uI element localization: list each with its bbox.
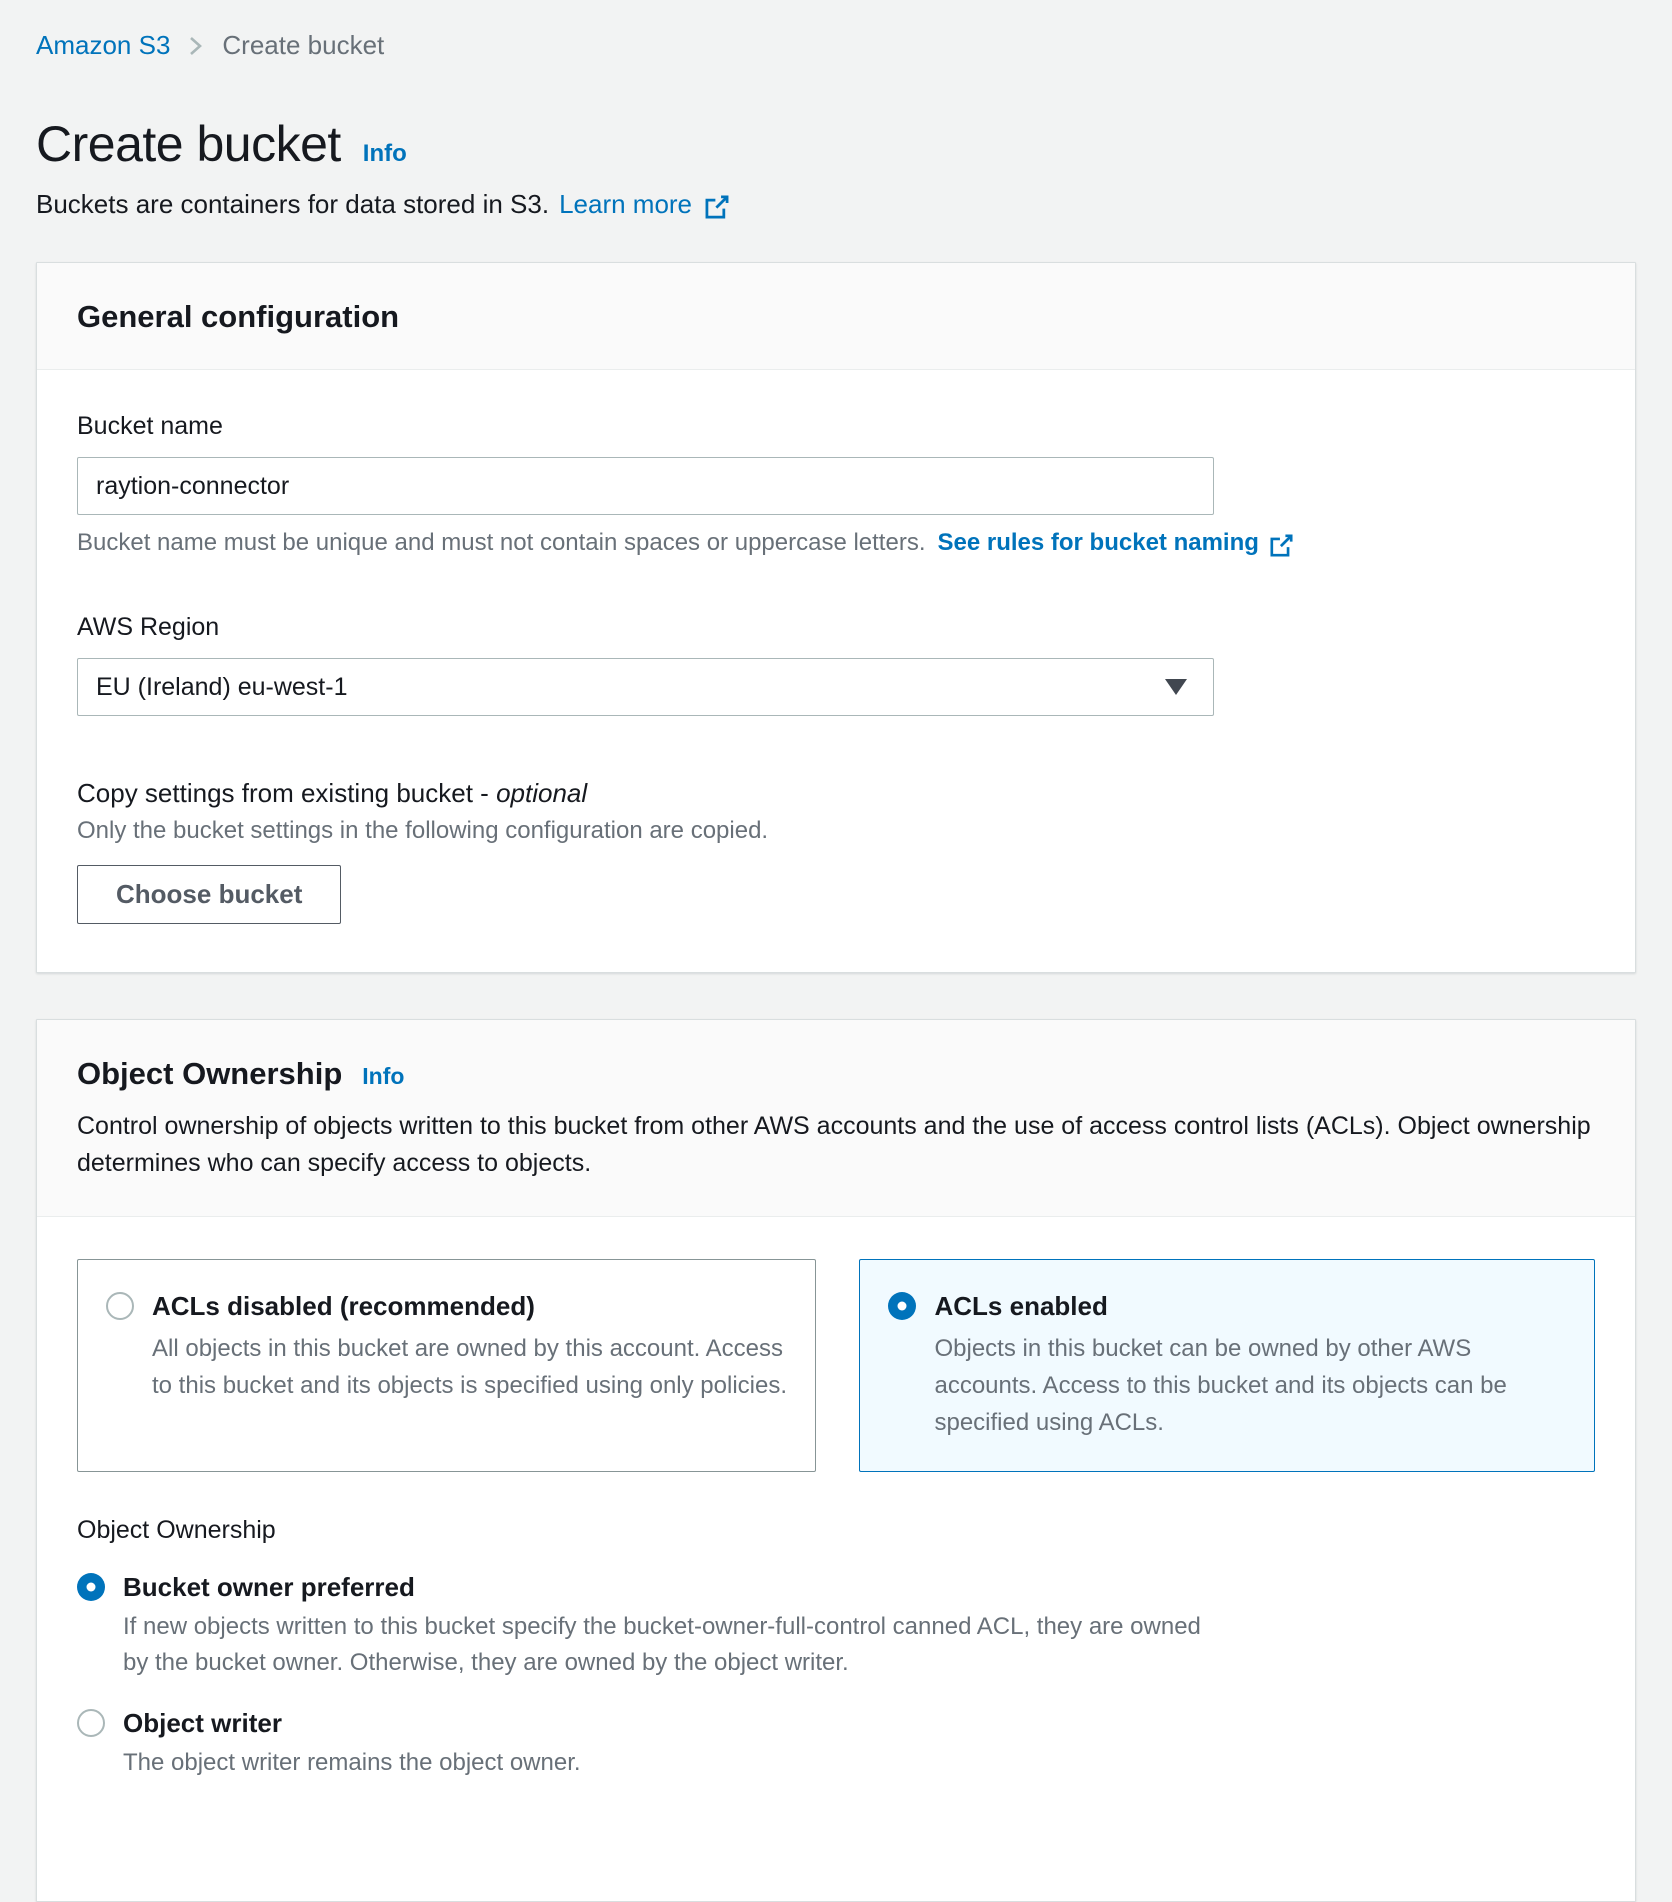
external-link-icon xyxy=(704,194,730,220)
acls-enabled-radio[interactable] xyxy=(888,1292,916,1320)
learn-more-link[interactable]: Learn more xyxy=(559,189,693,219)
page-title: Create bucket xyxy=(36,116,341,172)
choose-bucket-button[interactable]: Choose bucket xyxy=(77,865,341,924)
page-subtitle-text: Buckets are containers for data stored in S3. xyxy=(36,189,550,219)
general-configuration-title: General configuration xyxy=(77,299,400,334)
object-writer-description: The object writer remains the object owner. xyxy=(123,1749,581,1776)
copy-settings-optional-label: optional xyxy=(496,778,588,808)
general-configuration-header xyxy=(37,263,1635,370)
acls-enabled-card[interactable] xyxy=(859,1259,1595,1472)
bucket-name-field xyxy=(77,412,1595,557)
copy-settings-label: Copy settings from existing bucket - xyxy=(77,778,489,808)
bucket-name-helper-text: Bucket name must be unique and must not contain spaces or uppercase letters. xyxy=(77,529,926,556)
bucket-naming-rules-link[interactable]: See rules for bucket naming xyxy=(937,529,1259,556)
acls-disabled-radio[interactable] xyxy=(106,1292,134,1320)
bucket-owner-preferred-title: Bucket owner preferred xyxy=(123,1572,415,1602)
breadcrumb-current: Create bucket xyxy=(222,30,385,60)
bucket-name-label: Bucket name xyxy=(77,412,223,440)
breadcrumb xyxy=(36,30,1636,61)
general-configuration-panel xyxy=(36,262,1636,973)
bucket-name-input[interactable] xyxy=(77,457,1214,515)
object-ownership-panel xyxy=(36,1019,1636,1902)
acls-disabled-card[interactable] xyxy=(77,1259,816,1472)
page-subtitle xyxy=(36,189,1636,220)
object-ownership-body xyxy=(37,1217,1635,1901)
bucket-owner-preferred-option[interactable] xyxy=(77,1571,1595,1681)
object-writer-title: Object writer xyxy=(123,1708,282,1738)
page-header xyxy=(36,115,1636,220)
acls-enabled-description: Objects in this bucket can be owned by other AWS accounts. Access to this bucket and its objects can be specified using ACLs. xyxy=(934,1335,1507,1436)
bucket-owner-preferred-description: If new objects written to this bucket specify the bucket-owner-full-control canned ACL, they are owned by the bucket owner. Otherwise, they are owned by the object writer. xyxy=(123,1613,1201,1676)
acls-disabled-description: All objects in this bucket are owned by this account. Access to this bucket and its objects is specified using only policies. xyxy=(152,1335,788,1399)
aws-region-selected-value: EU (Ireland) eu-west-1 xyxy=(96,672,348,701)
aws-region-select[interactable] xyxy=(77,658,1214,716)
acls-enabled-title: ACLs enabled xyxy=(934,1291,1108,1321)
page-title-info-link[interactable]: Info xyxy=(362,140,407,167)
object-writer-option[interactable] xyxy=(77,1707,1595,1781)
object-ownership-header xyxy=(37,1020,1635,1217)
external-link-icon xyxy=(1269,533,1294,558)
breadcrumb-amazon-s3-link[interactable]: Amazon S3 xyxy=(36,30,171,60)
aws-region-field xyxy=(77,613,1595,716)
breadcrumb-chevron-icon xyxy=(188,32,204,60)
acls-disabled-title: ACLs disabled (recommended) xyxy=(152,1291,535,1321)
chevron-down-icon xyxy=(1165,679,1187,695)
aws-region-label: AWS Region xyxy=(77,613,220,641)
object-ownership-group-label: Object Ownership xyxy=(77,1516,276,1544)
bucket-owner-preferred-radio[interactable] xyxy=(77,1573,105,1601)
general-configuration-body xyxy=(37,370,1635,972)
copy-settings-description: Only the bucket settings in the following configuration are copied. xyxy=(77,817,769,844)
object-ownership-info-link[interactable]: Info xyxy=(362,1063,405,1089)
object-ownership-description: Control ownership of objects written to this bucket from other AWS accounts and the use of access control lists (ACLs). Object ownership determines who can specify access to objects. xyxy=(77,1112,1591,1177)
copy-settings-section xyxy=(77,778,1595,924)
object-writer-radio[interactable] xyxy=(77,1709,105,1737)
acl-choice-cards xyxy=(77,1259,1595,1472)
object-ownership-title: Object Ownership xyxy=(77,1056,343,1091)
